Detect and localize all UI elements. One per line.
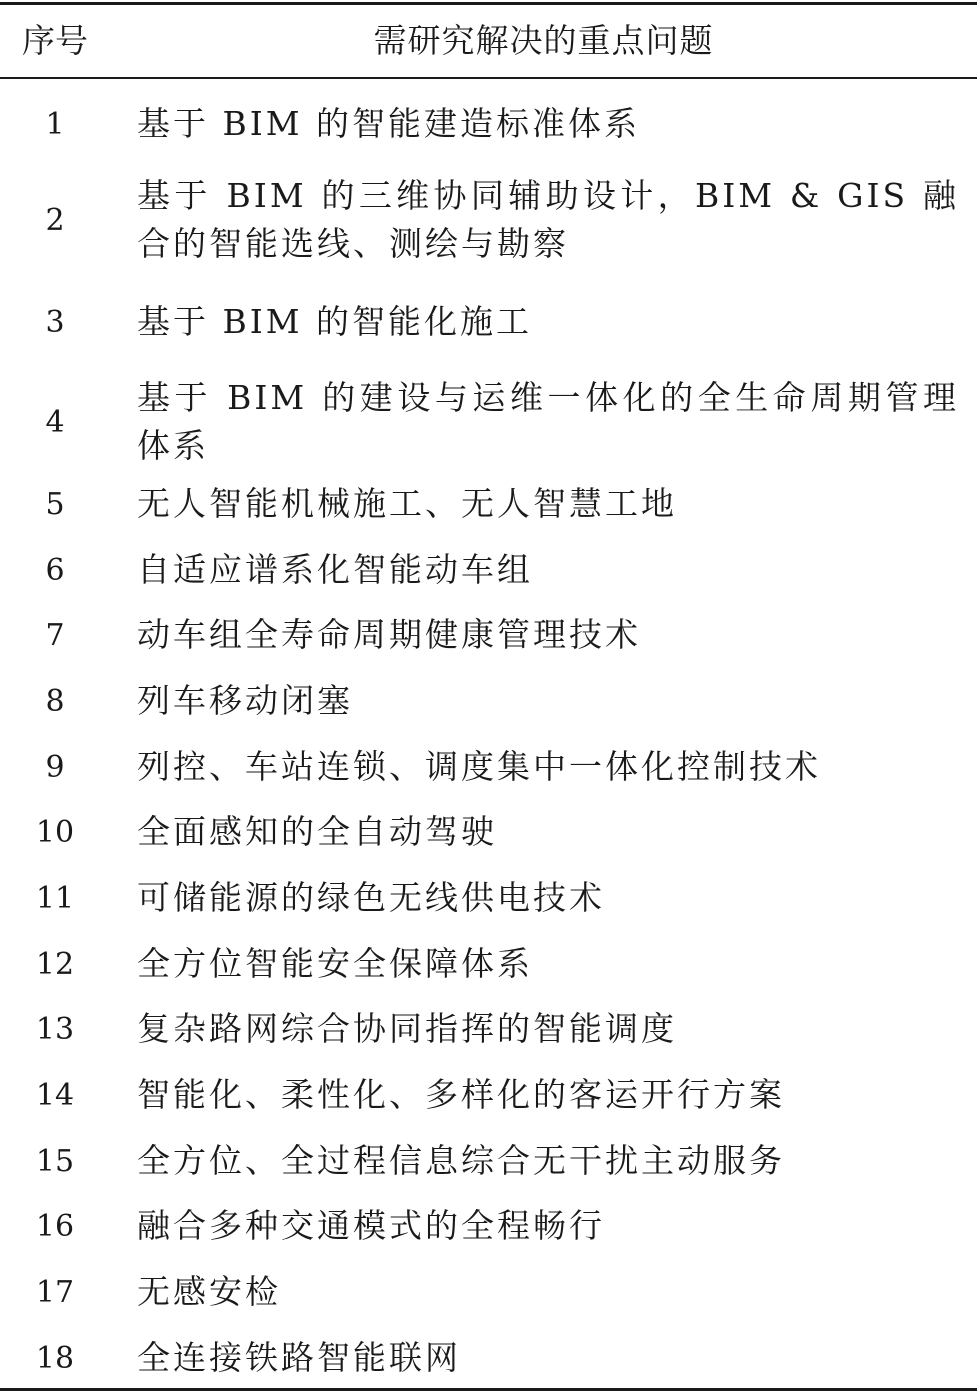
table-header — [0, 5, 977, 77]
table-row — [0, 1326, 977, 1390]
row-number: 8 — [45, 683, 65, 719]
row-text: 基于 BIM 的三维协同辅助设计，BIM & GIS 融合的智能选线、测绘与勘察 — [137, 176, 959, 263]
table-row — [0, 997, 977, 1061]
header-issue: 需研究解决的重点问题 — [373, 21, 714, 60]
row-text: 无感安检 — [137, 1272, 281, 1311]
row-number: 4 — [45, 404, 65, 440]
row-number: 7 — [45, 617, 65, 653]
table-row — [0, 92, 977, 156]
row-number: 1 — [45, 106, 65, 142]
row-text: 列控、车站连锁、调度集中一体化控制技术 — [137, 747, 821, 786]
row-text: 可储能源的绿色无线供电技术 — [137, 878, 605, 917]
row-number: 17 — [35, 1274, 75, 1310]
row-text: 无人智能机械施工、无人智慧工地 — [137, 484, 677, 523]
table-row — [0, 866, 977, 930]
table-row — [0, 669, 977, 733]
row-text: 全面感知的全自动驾驶 — [137, 812, 497, 851]
row-text: 全方位、全过程信息综合无干扰主动服务 — [137, 1141, 785, 1180]
row-text: 全连接铁路智能联网 — [137, 1338, 461, 1377]
table-row — [0, 603, 977, 667]
row-text: 复杂路网综合协同指挥的智能调度 — [137, 1009, 677, 1048]
row-number: 12 — [35, 946, 75, 982]
table-row — [0, 932, 977, 996]
row-number: 6 — [45, 552, 65, 588]
row-number: 14 — [35, 1077, 75, 1113]
row-number: 16 — [35, 1208, 75, 1244]
row-text: 全方位智能安全保障体系 — [137, 944, 533, 983]
table-row — [0, 290, 977, 354]
row-text: 基于 BIM 的建设与运维一体化的全生命周期管理体系 — [137, 378, 959, 465]
row-number: 15 — [35, 1143, 75, 1179]
table-row — [0, 800, 977, 864]
row-number: 18 — [35, 1340, 75, 1376]
table-row — [0, 1194, 977, 1258]
table-row — [0, 735, 977, 799]
table-row — [0, 170, 977, 270]
row-number: 5 — [45, 486, 65, 522]
row-text: 列车移动闭塞 — [137, 681, 353, 720]
row-text: 基于 BIM 的智能化施工 — [137, 302, 533, 341]
header-number: 序号 — [22, 21, 88, 60]
table-row — [0, 538, 977, 602]
row-text: 融合多种交通模式的全程畅行 — [137, 1206, 605, 1245]
row-text: 智能化、柔性化、多样化的客运开行方案 — [137, 1075, 785, 1114]
table-bottom-rule — [0, 1388, 977, 1391]
row-number: 9 — [45, 749, 65, 785]
table-row — [0, 372, 977, 472]
row-number: 13 — [35, 1011, 75, 1047]
row-text: 自适应谱系化智能动车组 — [137, 550, 533, 589]
table-header-rule — [0, 77, 977, 79]
row-number: 2 — [45, 202, 65, 238]
row-number: 3 — [45, 304, 65, 340]
table-row — [0, 1260, 977, 1324]
table-row — [0, 1063, 977, 1127]
row-text: 基于 BIM 的智能建造标准体系 — [137, 104, 641, 143]
row-number: 10 — [35, 814, 75, 850]
table-row — [0, 472, 977, 536]
row-number: 11 — [35, 880, 75, 916]
row-text: 动车组全寿命周期健康管理技术 — [137, 615, 641, 654]
table-row — [0, 1129, 977, 1193]
